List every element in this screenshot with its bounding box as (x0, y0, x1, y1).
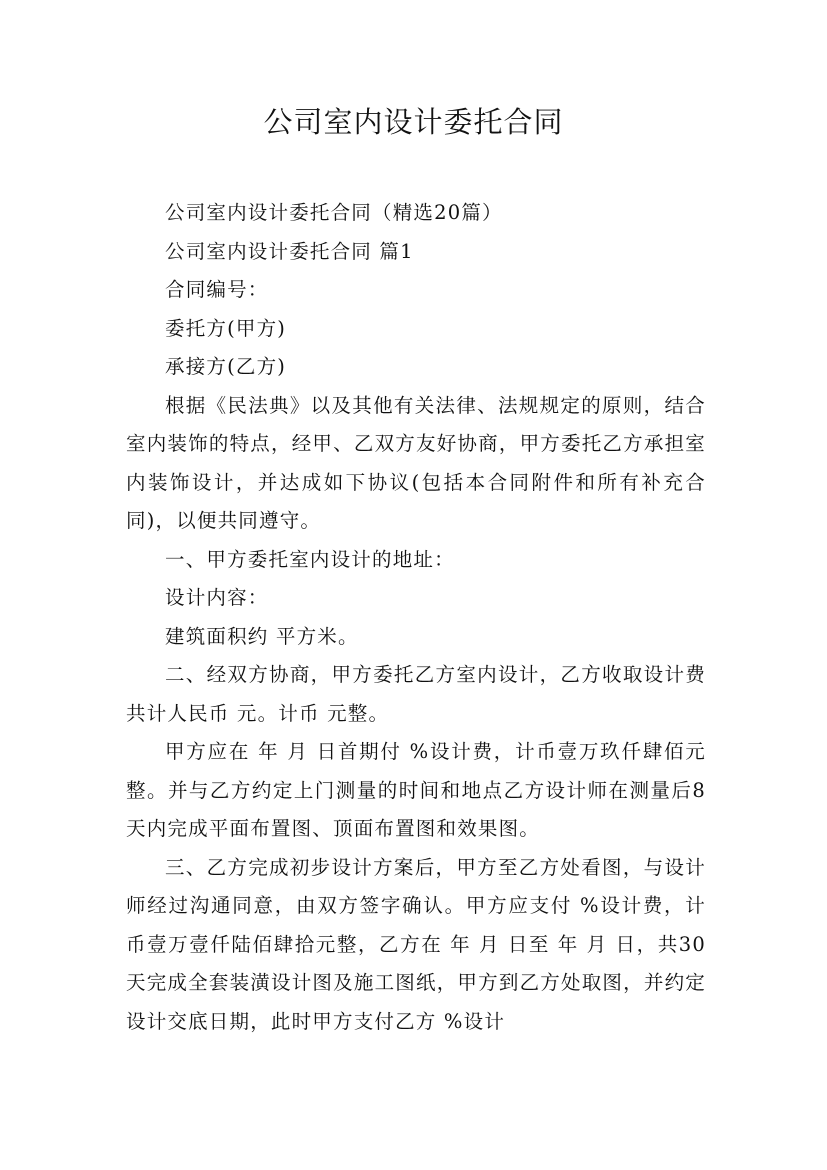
paragraph-subtitle: 公司室内设计委托合同（精选20篇） (165, 201, 503, 224)
paragraph-clause-2: 二、经双方协商，甲方委托乙方室内设计，乙方收取设计费共计人民币 元。计币 元整。 (126, 663, 706, 725)
paragraph-building-area: 建筑面积约 平方米。 (165, 624, 359, 648)
paragraph-section-heading: 公司室内设计委托合同 篇1 (165, 239, 414, 263)
document-title: 公司室内设计委托合同 (263, 105, 564, 139)
paragraph-design-content: 设计内容： (165, 586, 269, 609)
paragraph-clause-3: 三、乙方完成初步设计方案后，甲方至乙方处看图，与设计师经过沟通同意，由双方签字确认。甲方应支付 %设计费，计币壹万壹仟陆佰肆拾元整，乙方在 年 月 日至 年 月 日，共30天完成全套装潢设计图及施工图纸，甲方到乙方处取图，并约定设计交底日期，此时甲方支付乙方 %设计 (126, 855, 706, 1033)
document-body (126, 194, 706, 1041)
paragraph-preamble: 根据《民法典》以及其他有关法律、法规规定的原则，结合室内装饰的特点，经甲、乙双方友好协商，甲方委托乙方承担室内装饰设计，并达成如下协议(包括本合同附件和所有补充合同)，以便共同遵守。 (126, 393, 706, 532)
paragraph-contract-number: 合同编号： (165, 278, 269, 301)
paragraph-party-a: 委托方(甲方) (165, 316, 287, 340)
paragraph-payment-terms: 甲方应在 年 月 日首期付 %设计费，计币壹万玖仟肆佰元整。并与乙方约定上门测量的时间和地点乙方设计师在测量后8天内完成平面布置图、顶面布置图和效果图。 (126, 740, 706, 840)
paragraph-party-b: 承接方(乙方) (165, 355, 287, 378)
paragraph-clause-1: 一、甲方委托室内设计的地址： (165, 547, 455, 571)
